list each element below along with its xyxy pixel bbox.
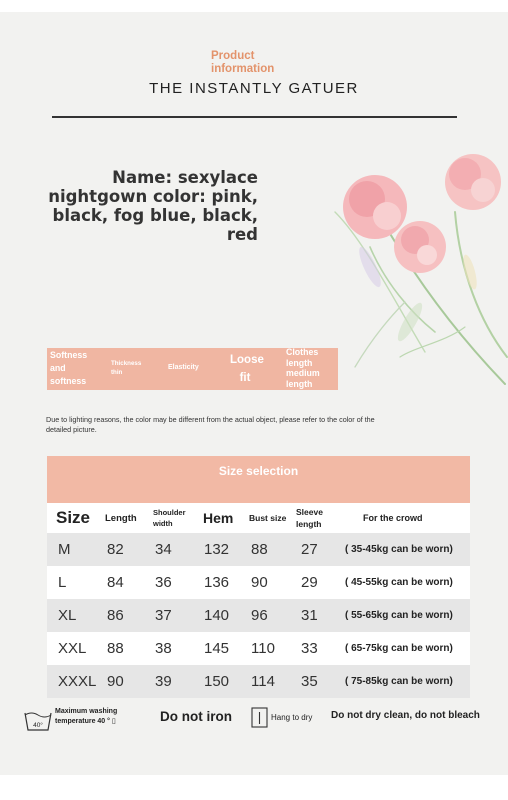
disclaimer-line: detailed picture. (46, 425, 97, 434)
cell-length: 90 (107, 673, 124, 690)
product-info-line1: Product (211, 50, 255, 62)
loose-fit-attribute (230, 351, 264, 387)
cell-bust: 96 (251, 607, 268, 624)
header-sleeve-length (296, 503, 323, 533)
product-name-block (40, 168, 258, 244)
cell-crowd: ( 75-85kg can be worn) (345, 676, 453, 687)
clothes-line: length (286, 357, 313, 368)
cell-bust: 114 (251, 673, 275, 690)
color-disclaimer (46, 415, 446, 435)
size-table (47, 503, 470, 698)
cell-sleeve: 29 (301, 574, 318, 591)
cell-shoulder: 36 (155, 574, 172, 591)
softness-line: softness (50, 376, 87, 386)
wash-temp-label: 40° (33, 722, 43, 729)
table-row (47, 599, 470, 632)
hang-dry-icon (251, 707, 268, 728)
title-divider (52, 116, 457, 118)
clothes-length-attribute (286, 347, 320, 389)
cell-hem: 132 (204, 541, 230, 558)
cell-size: XL (58, 607, 77, 624)
cell-sleeve: 33 (301, 640, 318, 657)
softness-line: and (50, 363, 66, 373)
header-shoulder-line: Shoulder (153, 508, 186, 517)
header-shoulder-width (153, 503, 186, 533)
page-title: THE INSTANTLY GATUER (149, 80, 359, 97)
cell-length: 86 (107, 607, 124, 624)
header-shoulder-line: width (153, 519, 173, 528)
cell-shoulder: 37 (155, 607, 172, 624)
wash-line: temperature 40 ° ▯ (55, 718, 116, 725)
cell-crowd: ( 55-65kg can be worn) (345, 610, 453, 621)
wash-line: Maximum washing (55, 708, 118, 715)
cell-crowd: ( 35-45kg can be worn) (345, 544, 453, 555)
cell-sleeve: 35 (301, 673, 318, 690)
no-dry-clean-label: Do not dry clean, do not bleach (331, 710, 480, 721)
cell-shoulder: 39 (155, 673, 172, 690)
cell-hem: 145 (204, 640, 230, 657)
product-info-label (211, 50, 331, 76)
table-row (47, 665, 470, 698)
header-hem: Hem (203, 510, 234, 526)
cell-sleeve: 31 (301, 607, 318, 624)
thickness-line: Thickness (111, 360, 142, 367)
cell-crowd: ( 45-55kg can be worn) (345, 577, 453, 588)
wash-tub-icon (23, 710, 53, 732)
cell-size: L (58, 574, 67, 591)
cell-shoulder: 34 (155, 541, 172, 558)
cell-bust: 88 (251, 541, 268, 558)
care-instructions (0, 704, 508, 754)
elasticity-attribute: Elasticity (168, 364, 199, 371)
cell-length: 84 (107, 574, 124, 591)
cell-size: M (58, 541, 71, 558)
thickness-line: thin (111, 369, 123, 376)
softness-line: Softness (50, 350, 88, 360)
header-length: Length (105, 512, 137, 524)
size-selection-title: Size selection (218, 464, 299, 478)
loose-line: fit (239, 372, 251, 384)
hang-to-dry-label: Hang to dry (271, 713, 313, 722)
cell-sleeve: 27 (301, 541, 318, 558)
cell-hem: 140 (204, 607, 230, 624)
cell-bust: 90 (251, 574, 268, 591)
header-size: Size (56, 508, 91, 527)
table-row (47, 533, 470, 566)
header-bust-size: Bust size (249, 513, 287, 523)
header-for-the-crowd: For the crowd (363, 513, 423, 523)
table-row (47, 632, 470, 665)
disclaimer-line: Due to lighting reasons, the color may be different from the actual object, please refer to the color of the (46, 415, 375, 424)
clothes-line: medium (286, 368, 320, 378)
cell-size: XXXL (58, 673, 97, 690)
header-sleeve-line: length (296, 519, 322, 529)
product-name-line: nightgown color: pink, (48, 187, 258, 206)
thickness-attribute (111, 359, 141, 377)
carnation-illustration (315, 152, 508, 397)
product-info-line2: information (211, 63, 275, 75)
do-not-iron-label: Do not iron (160, 709, 232, 724)
product-info-page (0, 12, 508, 775)
cell-length: 88 (107, 640, 124, 657)
cell-crowd: ( 65-75kg can be worn) (345, 643, 453, 654)
table-row (47, 566, 470, 599)
cell-bust: 110 (251, 640, 275, 657)
cell-hem: 136 (204, 574, 230, 591)
loose-line: Loose (230, 354, 264, 366)
cell-hem: 150 (204, 673, 230, 690)
size-table-header-row (47, 503, 470, 533)
cell-size: XXL (58, 640, 87, 657)
softness-attribute (50, 349, 87, 388)
product-name-line: Name: sexylace (112, 168, 258, 187)
product-name-line: black, fog blue, black, (52, 206, 258, 225)
clothes-line: Clothes (286, 347, 319, 357)
header-sleeve-line: Sleeve (296, 507, 323, 517)
fabric-attributes-bar (47, 348, 338, 390)
cell-shoulder: 38 (155, 640, 172, 657)
cell-length: 82 (107, 541, 124, 558)
clothes-line: length (286, 378, 313, 389)
size-selection-header (47, 456, 470, 503)
product-name-line: red (226, 225, 258, 244)
max-washing-temperature (55, 707, 117, 727)
